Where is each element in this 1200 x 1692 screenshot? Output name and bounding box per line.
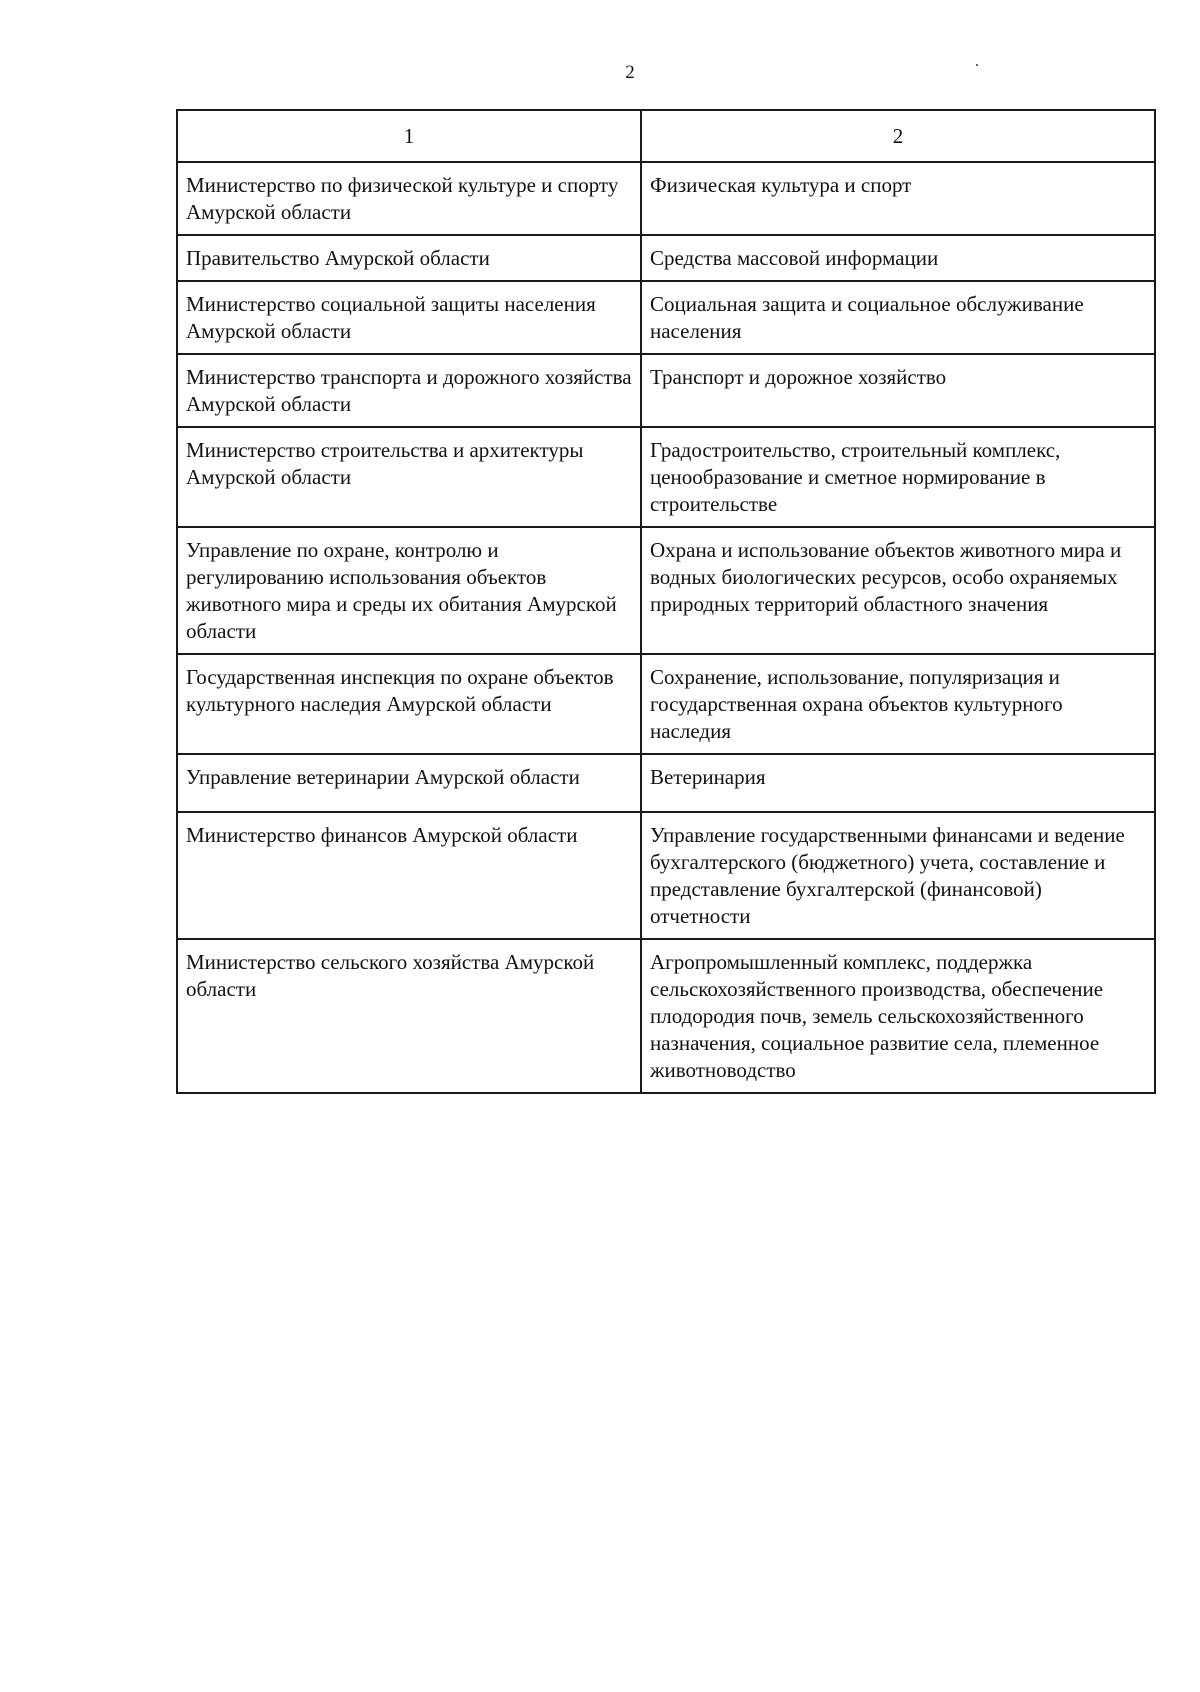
header-cell-2: 2	[641, 110, 1155, 162]
sphere-cell: Социальная защита и социальное обслуживание населения	[641, 281, 1155, 354]
sphere-cell: Средства массовой информации	[641, 235, 1155, 281]
responsibility-table	[176, 109, 1156, 1094]
sphere-cell: Физическая культура и спорт	[641, 162, 1155, 235]
table-row	[177, 281, 1155, 354]
authority-cell: Министерство строительства и архитектуры Амурской области	[177, 427, 641, 527]
authority-cell: Управление ветеринарии Амурской области	[177, 754, 641, 812]
authority-cell: Министерство по физической культуре и спорту Амурской области	[177, 162, 641, 235]
authority-cell: Министерство финансов Амурской области	[177, 812, 641, 939]
table-row	[177, 235, 1155, 281]
sphere-cell: Транспорт и дорожное хозяйство	[641, 354, 1155, 427]
authority-cell: Управление по охране, контролю и регулированию использования объектов животного мира и среды их обитания Амурской области	[177, 527, 641, 654]
authority-cell: Правительство Амурской области	[177, 235, 641, 281]
table-row	[177, 754, 1155, 812]
table-header-row	[177, 110, 1155, 162]
table-row	[177, 812, 1155, 939]
authority-cell: Министерство социальной защиты населения Амурской области	[177, 281, 641, 354]
page-number: 2	[625, 62, 635, 83]
sphere-cell: Охрана и использование объектов животного мира и водных биологических ресурсов, особо охраняемых природных территорий областного значения	[641, 527, 1155, 654]
table-row	[177, 354, 1155, 427]
sphere-cell: Агропромышленный комплекс, поддержка сельскохозяйственного производства, обеспечение плодородия почв, земель сельскохозяйственного назначения, социальное развитие села, племенное животноводство	[641, 939, 1155, 1093]
authority-cell: Государственная инспекция по охране объектов культурного наследия Амурской области	[177, 654, 641, 754]
sphere-cell: Сохранение, использование, популяризация и государственная охрана объектов культурного наследия	[641, 654, 1155, 754]
header-cell-1: 1	[177, 110, 641, 162]
table-row	[177, 654, 1155, 754]
authority-cell: Министерство транспорта и дорожного хозяйства Амурской области	[177, 354, 641, 427]
authority-cell: Министерство сельского хозяйства Амурской области	[177, 939, 641, 1093]
sphere-cell: Ветеринария	[641, 754, 1155, 812]
table-row	[177, 527, 1155, 654]
sphere-cell: Градостроительство, строительный комплекс, ценообразование и сметное нормирование в строительстве	[641, 427, 1155, 527]
table-row	[177, 939, 1155, 1093]
table-row	[177, 162, 1155, 235]
table-row	[177, 427, 1155, 527]
scan-speck	[976, 64, 978, 66]
sphere-cell: Управление государственными финансами и ведение бухгалтерского (бюджетного) учета, составление и представление бухгалтерской (финансовой) отчетности	[641, 812, 1155, 939]
